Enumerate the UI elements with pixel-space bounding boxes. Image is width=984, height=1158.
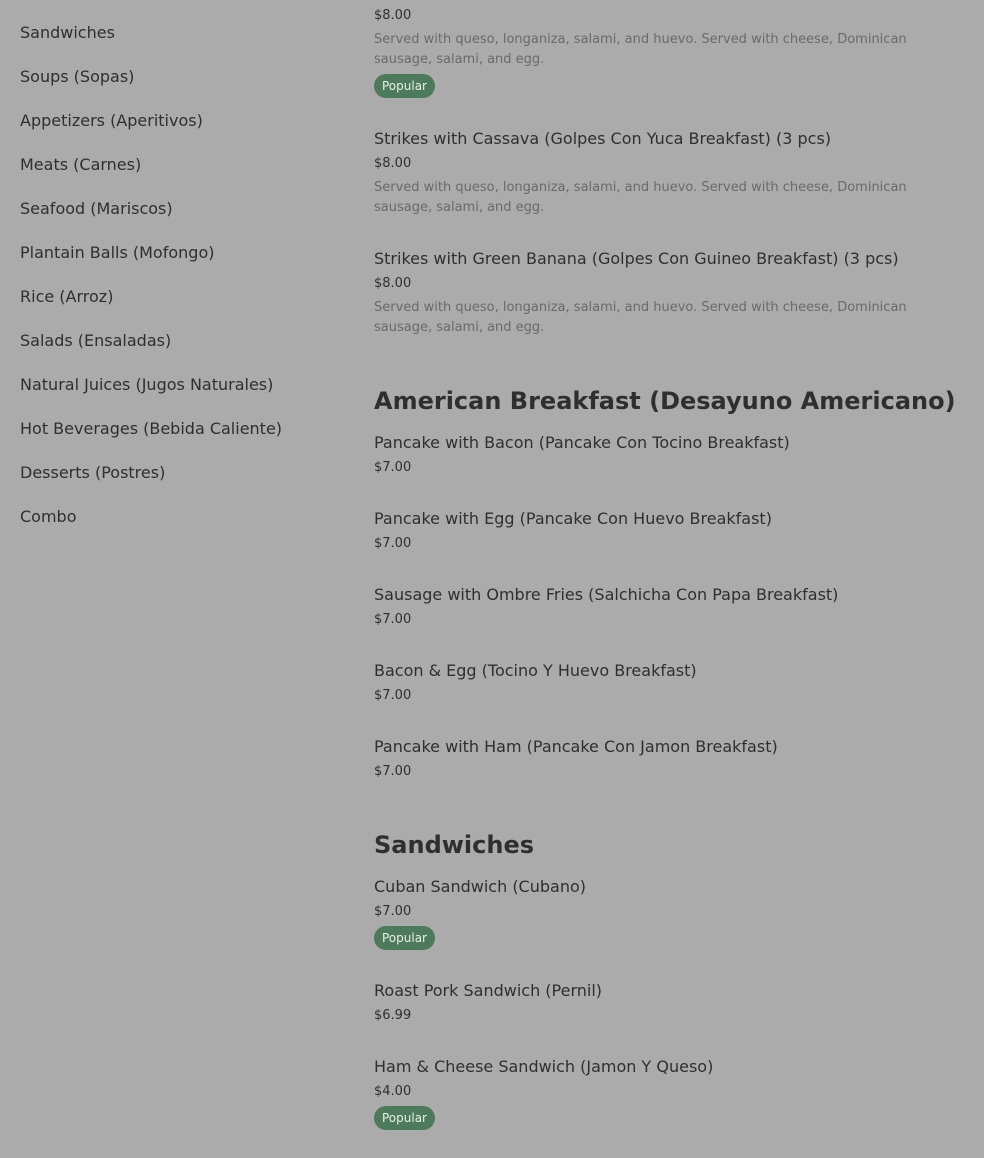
menu-item-name[interactable]: Strikes with Cassava (Golpes Con Yuca Breakfast) (3 pcs) (374, 129, 832, 148)
item-price: $8.00 (374, 8, 412, 23)
menu-item-name[interactable]: Cuban Sandwich (Cubano) (374, 877, 586, 896)
section-title-american-breakfast: American Breakfast (Desayuno Americano) (374, 387, 956, 415)
section-title-sandwiches: Sandwiches (374, 831, 535, 859)
menu-item-name[interactable]: Pancake with Ham (Pancake Con Jamon Breakfast) (374, 737, 778, 756)
sidebar-item-seafood[interactable]: Seafood (Mariscos) (20, 199, 173, 218)
sidebar-item-soups[interactable]: Soups (Sopas) (20, 67, 135, 86)
item-price: $7.00 (374, 536, 412, 551)
sidebar-item-appetizers[interactable]: Appetizers (Aperitivos) (20, 111, 203, 130)
menu-item-name[interactable]: Roast Pork Sandwich (Pernil) (374, 981, 603, 1000)
sidebar-item-meats[interactable]: Meats (Carnes) (20, 155, 142, 174)
sidebar-item-juices[interactable]: Natural Juices (Jugos Naturales) (20, 375, 274, 394)
popular-badge: Popular (374, 926, 435, 950)
menu-item-name[interactable]: Sausage with Ombre Fries (Salchicha Con Papa Breakfast) (374, 585, 839, 604)
sidebar-item-desserts[interactable]: Desserts (Postres) (20, 463, 166, 482)
sidebar-item-rice[interactable]: Rice (Arroz) (20, 287, 114, 306)
menu-item-name[interactable]: Strikes with Green Banana (Golpes Con Guineo Breakfast) (3 pcs) (374, 249, 899, 268)
item-price: $7.00 (374, 688, 412, 703)
menu-item-name[interactable]: Pancake with Egg (Pancake Con Huevo Breakfast) (374, 509, 772, 528)
item-price: $7.00 (374, 904, 412, 919)
item-price: $8.00 (374, 156, 412, 171)
sidebar-item-mofongo[interactable]: Plantain Balls (Mofongo) (20, 243, 215, 262)
sidebar-item-combo[interactable]: Combo (20, 507, 77, 526)
sidebar-item-sandwiches[interactable]: Sandwiches (20, 23, 115, 42)
sidebar-item-salads[interactable]: Salads (Ensaladas) (20, 331, 172, 350)
item-price: $4.00 (374, 1084, 412, 1099)
popular-badge: Popular (374, 1106, 435, 1130)
menu-item-name[interactable]: Pancake with Bacon (Pancake Con Tocino Breakfast) (374, 433, 790, 452)
sidebar-item-hot-beverages[interactable]: Hot Beverages (Bebida Caliente) (20, 419, 283, 438)
item-price: $8.00 (374, 276, 412, 291)
popular-badge: Popular (374, 74, 435, 98)
menu-item-name[interactable]: Ham & Cheese Sandwich (Jamon Y Queso) (374, 1057, 714, 1076)
item-price: $7.00 (374, 764, 412, 779)
menu-item-name[interactable]: Bacon & Egg (Tocino Y Huevo Breakfast) (374, 661, 697, 680)
item-price: $7.00 (374, 612, 412, 627)
item-description: Served with queso, longaniza, salami, and huevo. Served with cheese, Dominican sausage, salami, and egg. (374, 32, 907, 67)
item-price: $6.99 (374, 1008, 412, 1023)
item-description: Served with queso, longaniza, salami, and huevo. Served with cheese, Dominican sausage, salami, and egg. (374, 180, 907, 215)
item-price: $7.00 (374, 460, 412, 475)
item-description: Served with queso, longaniza, salami, and huevo. Served with cheese, Dominican sausage, salami, and egg. (374, 300, 907, 335)
